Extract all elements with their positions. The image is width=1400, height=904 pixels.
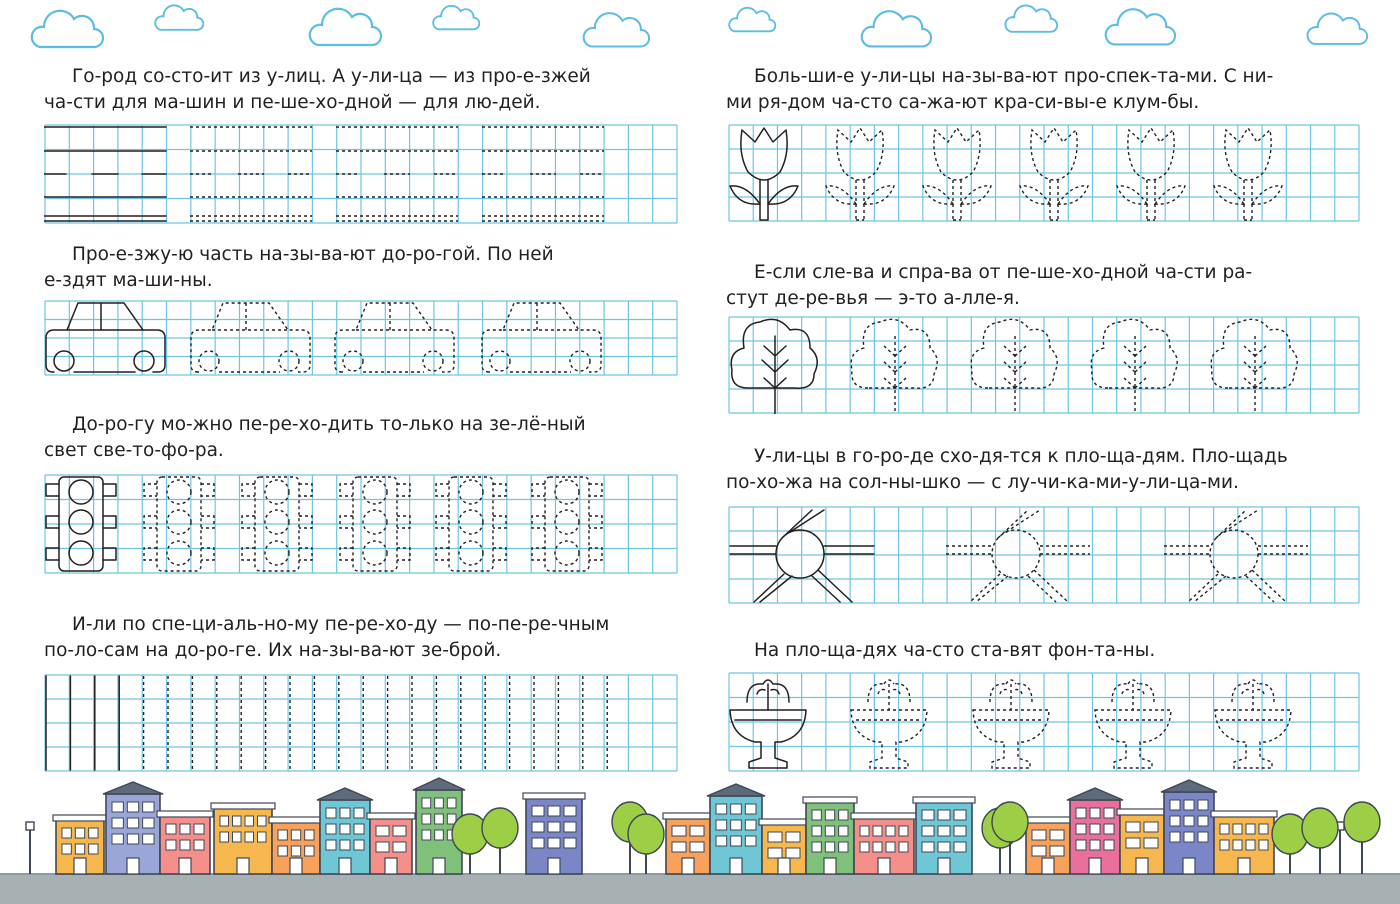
window <box>839 810 848 820</box>
window <box>825 826 834 836</box>
window <box>690 826 704 836</box>
window <box>768 832 782 842</box>
window <box>422 798 431 808</box>
building <box>157 811 213 874</box>
window <box>1198 832 1208 842</box>
door <box>127 858 139 874</box>
tree-icon <box>731 319 817 414</box>
window <box>1126 838 1140 848</box>
window <box>1076 808 1086 818</box>
traffic-light-icon <box>340 477 410 571</box>
flower-tracing[interactable] <box>728 124 1360 222</box>
window <box>258 832 267 842</box>
window <box>922 810 934 820</box>
window <box>812 842 821 852</box>
traffic-light-tracing[interactable] <box>44 474 678 574</box>
window <box>435 798 444 808</box>
text-line: У-ли-цы в го-ро-де схо-дя-тся к пло-ща-дям. Пло-щадь <box>754 446 1288 467</box>
window <box>731 820 742 830</box>
window <box>548 822 560 832</box>
cloud-icon <box>582 8 650 50</box>
window <box>786 848 800 858</box>
window <box>291 846 300 856</box>
window <box>954 826 966 836</box>
window <box>220 816 229 826</box>
building <box>103 782 163 874</box>
window <box>1076 824 1086 834</box>
text-line: Про-е-зжу-ю часть на-зы-ва-ют до-ро-гой. По ней <box>72 244 554 265</box>
road <box>0 874 1400 904</box>
window <box>860 842 869 852</box>
door <box>179 858 191 874</box>
window <box>825 842 834 852</box>
paragraph-fountains <box>726 638 1338 664</box>
window <box>422 830 431 840</box>
window <box>690 842 704 852</box>
window <box>326 808 336 818</box>
text-line: Боль-ши-е у-ли-цы на-зы-ва-ют про-спек-та-ми. С ни- <box>754 66 1274 87</box>
tulip-icon <box>730 128 798 220</box>
paragraph-square <box>726 444 1338 496</box>
cloud-icon <box>1004 2 1058 34</box>
text-line: На пло-ща-дях ча-сто ста-вят фон-та-ны. <box>754 640 1156 661</box>
window <box>143 802 154 812</box>
city-square-icon <box>1164 510 1308 602</box>
window <box>1050 846 1064 856</box>
window <box>564 822 576 832</box>
window <box>75 844 84 854</box>
window <box>1050 830 1064 840</box>
window <box>899 842 908 852</box>
text-line: по-ло-сам на до-ро-ге. Их на-зы-ва-ют зе-брой. <box>44 640 502 661</box>
window <box>886 842 895 852</box>
tree <box>1344 802 1380 874</box>
window <box>1184 816 1194 826</box>
street-lamp <box>26 822 34 874</box>
paragraph-traffic-light <box>44 412 656 464</box>
tree-icon <box>1091 319 1177 414</box>
tulip-icon <box>826 128 894 220</box>
window <box>233 816 242 826</box>
window <box>873 826 882 836</box>
window <box>899 826 908 836</box>
building <box>523 793 585 874</box>
city-square-icon <box>730 510 874 602</box>
door <box>824 858 836 874</box>
car-icon <box>46 303 165 372</box>
window <box>75 828 84 838</box>
road-lines <box>482 127 604 221</box>
window <box>354 824 364 834</box>
fountain-icon <box>1095 680 1171 768</box>
window <box>1032 846 1046 856</box>
window <box>1076 840 1086 850</box>
text-line: ми ря-дом ча-сто са-жа-ют кра-си-вы-е клум-бы. <box>726 92 1200 113</box>
window <box>731 836 742 846</box>
window <box>435 814 444 824</box>
traffic-light-icon <box>532 477 602 571</box>
cloud-icon <box>860 6 932 50</box>
window <box>340 840 350 850</box>
tree-icon <box>851 319 937 414</box>
building <box>1161 780 1217 874</box>
door <box>1183 858 1195 874</box>
text-line: стут де-ре-вья — э-то а-лле-я. <box>726 288 1020 309</box>
city-square-tracing[interactable] <box>728 506 1360 604</box>
window <box>62 828 71 838</box>
window <box>112 802 123 812</box>
building <box>663 813 713 874</box>
window <box>233 832 242 842</box>
window <box>1184 800 1194 810</box>
window <box>326 840 336 850</box>
window <box>1246 824 1255 834</box>
text-line: Го-род со-сто-ит из у-лиц. А у-ли-ца — из про-е-зжей <box>72 66 591 87</box>
window <box>143 818 154 828</box>
building <box>1023 817 1073 874</box>
window <box>938 810 950 820</box>
window <box>672 842 686 852</box>
tree-icon <box>971 319 1057 414</box>
window <box>447 798 456 808</box>
cloud-icon <box>728 4 776 34</box>
road-lines <box>44 127 166 221</box>
building <box>1117 809 1167 874</box>
window <box>716 820 727 830</box>
window <box>1090 824 1100 834</box>
window <box>825 810 834 820</box>
window <box>376 826 389 836</box>
door <box>778 858 790 874</box>
cloud-icon <box>308 4 382 48</box>
door <box>878 858 890 874</box>
window <box>812 810 821 820</box>
window <box>1259 840 1268 850</box>
window <box>1090 840 1100 850</box>
paragraph-streets <box>44 64 656 116</box>
cloud-icon <box>1104 4 1176 48</box>
window <box>532 822 544 832</box>
window <box>220 832 229 842</box>
window <box>938 842 950 852</box>
window <box>532 838 544 848</box>
window <box>1104 840 1114 850</box>
door <box>682 858 694 874</box>
car-icon <box>482 303 601 372</box>
tree <box>482 808 518 874</box>
window <box>393 842 406 852</box>
window <box>1259 824 1268 834</box>
window <box>326 824 336 834</box>
window <box>278 846 287 856</box>
tulip-icon <box>1117 128 1185 220</box>
window <box>1198 816 1208 826</box>
paragraph-zebra <box>44 612 656 664</box>
car-icon <box>191 303 310 372</box>
tree-tracing[interactable] <box>728 316 1360 414</box>
tulip-icon <box>923 128 991 220</box>
fountain-icon <box>1215 680 1291 768</box>
window <box>354 808 364 818</box>
window <box>166 824 176 834</box>
road-lines <box>336 127 458 221</box>
door <box>237 858 249 874</box>
window <box>435 830 444 840</box>
door <box>290 858 302 874</box>
traffic-light-icon <box>144 477 214 571</box>
window <box>1220 824 1229 834</box>
door <box>1238 858 1250 874</box>
window <box>1126 822 1140 832</box>
window <box>376 842 389 852</box>
window <box>564 806 576 816</box>
tree <box>1302 808 1338 874</box>
road-lines-tracing[interactable] <box>44 124 678 224</box>
tulip-icon <box>1020 128 1088 220</box>
window <box>1090 808 1100 818</box>
paragraph-avenues <box>726 64 1338 116</box>
text-line: по-хо-жа на сол-ны-шко — с лу-чи-ка-ми-у-ли-ца-ми. <box>726 472 1239 493</box>
door <box>730 858 742 874</box>
window <box>1032 830 1046 840</box>
window <box>1233 840 1242 850</box>
paragraph-alley <box>726 260 1338 312</box>
window <box>716 804 727 814</box>
window <box>1104 808 1114 818</box>
window <box>873 842 882 852</box>
road-lines <box>190 127 312 221</box>
window <box>1198 800 1208 810</box>
window <box>1170 816 1180 826</box>
car-tracing[interactable] <box>44 300 678 376</box>
cloud-icon <box>30 6 104 50</box>
car-icon <box>335 303 454 372</box>
window <box>716 836 727 846</box>
window <box>1220 840 1229 850</box>
window <box>62 844 71 854</box>
window <box>127 818 138 828</box>
window <box>938 826 950 836</box>
window <box>672 826 686 836</box>
fountain-tracing[interactable] <box>728 672 1360 772</box>
building <box>1211 811 1277 874</box>
window <box>258 816 267 826</box>
fountain-icon <box>973 680 1049 768</box>
window <box>393 826 406 836</box>
building <box>759 819 809 874</box>
window <box>745 820 756 830</box>
door <box>938 858 950 874</box>
window <box>112 818 123 828</box>
window <box>278 830 287 840</box>
building <box>913 797 975 874</box>
door <box>433 858 445 874</box>
window <box>180 824 190 834</box>
window <box>89 828 98 838</box>
text-line: свет све-то-фо-ра. <box>44 440 224 461</box>
window <box>812 826 821 836</box>
door <box>1042 858 1054 874</box>
window <box>860 826 869 836</box>
window <box>922 826 934 836</box>
city-square-icon <box>946 510 1090 602</box>
window <box>194 824 204 834</box>
window <box>548 838 560 848</box>
window <box>548 806 560 816</box>
window <box>354 840 364 850</box>
building <box>317 788 373 874</box>
window <box>768 848 782 858</box>
window <box>291 830 300 840</box>
door <box>1136 858 1148 874</box>
window <box>564 838 576 848</box>
window <box>922 842 934 852</box>
window <box>954 842 966 852</box>
window <box>1170 832 1180 842</box>
window <box>127 834 138 844</box>
window <box>166 840 176 850</box>
traffic-light-icon <box>242 477 312 571</box>
window <box>1233 824 1242 834</box>
paragraph-roadway <box>44 242 656 294</box>
zebra-crossing-tracing[interactable] <box>44 674 678 772</box>
text-line: Е-сли сле-ва и спра-ва от пе-ше-хо-дной ча-сти ра- <box>754 262 1253 283</box>
text-line: И-ли по спе-ци-аль-но-му пе-ре-хо-ду — по-пе-ре-чным <box>72 614 610 635</box>
text-line: е-здят ма-ши-ны. <box>44 270 213 291</box>
fountain-icon <box>730 680 806 768</box>
tulip-icon <box>1214 128 1282 220</box>
fountain-icon <box>851 680 927 768</box>
window <box>180 840 190 850</box>
building <box>803 797 857 874</box>
building <box>53 815 107 874</box>
door <box>548 858 560 874</box>
city-street-illustration <box>0 776 1400 904</box>
window <box>305 846 314 856</box>
window <box>340 808 350 818</box>
door <box>74 858 86 874</box>
window <box>127 802 138 812</box>
traffic-light-icon <box>436 477 506 571</box>
door <box>385 858 397 874</box>
window <box>245 832 254 842</box>
window <box>143 834 154 844</box>
text-line: До-ро-гу мо-жно пе-ре-хо-дить то-лько на зе-лё-ный <box>72 414 586 435</box>
window <box>89 844 98 854</box>
window <box>1246 840 1255 850</box>
window <box>745 836 756 846</box>
building <box>367 813 415 874</box>
window <box>1184 832 1194 842</box>
window <box>1170 800 1180 810</box>
window <box>245 816 254 826</box>
text-line: ча-сти для ма-шин и пе-ше-хо-дной — для лю-дей. <box>44 92 541 113</box>
window <box>954 810 966 820</box>
window <box>786 832 800 842</box>
window <box>1144 838 1158 848</box>
window <box>194 840 204 850</box>
window <box>305 830 314 840</box>
building <box>211 803 275 874</box>
door <box>1089 858 1101 874</box>
tree <box>628 814 664 874</box>
window <box>1144 822 1158 832</box>
window <box>839 842 848 852</box>
building <box>1067 788 1123 874</box>
window <box>731 804 742 814</box>
window <box>1104 824 1114 834</box>
window <box>532 806 544 816</box>
door <box>339 858 351 874</box>
building <box>269 817 323 874</box>
cloud-icon <box>1306 8 1368 48</box>
building <box>851 813 917 874</box>
traffic-light-icon <box>46 477 116 571</box>
window <box>886 826 895 836</box>
building <box>707 784 765 874</box>
window <box>839 826 848 836</box>
tree-icon <box>1211 319 1297 414</box>
window <box>745 804 756 814</box>
cloud-icon <box>154 2 204 32</box>
window <box>112 834 123 844</box>
window <box>422 814 431 824</box>
cloud-icon <box>432 2 480 32</box>
window <box>340 824 350 834</box>
